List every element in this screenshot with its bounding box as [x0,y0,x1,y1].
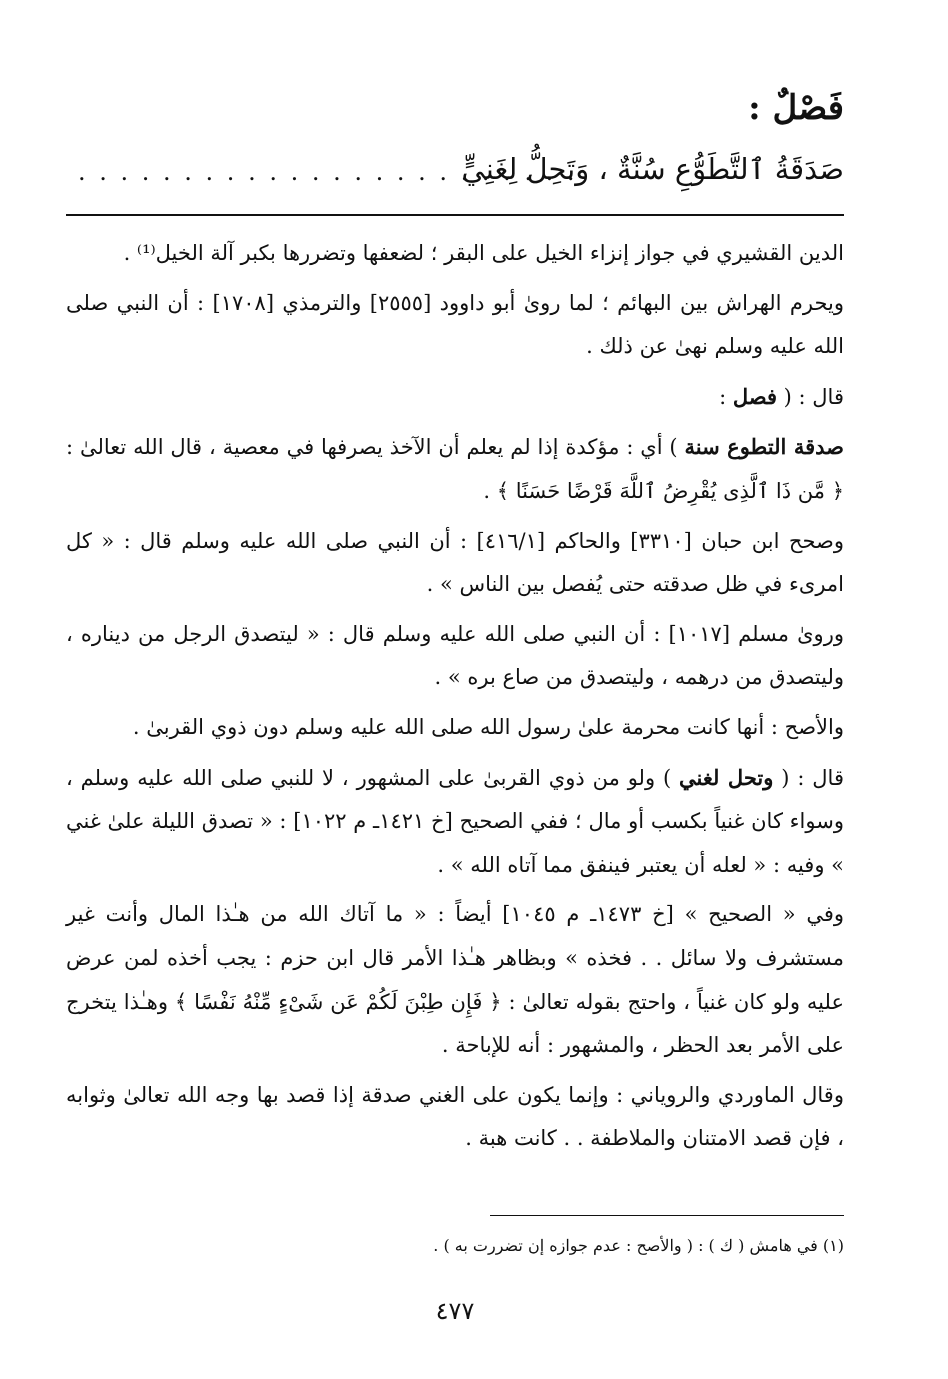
section-title: فَصْلٌ : [748,88,844,128]
paragraph-8-text: ) ولو من ذوي القربىٰ على المشهور ، لا للنبي صلى الله عليه وسلم ، وسواء كان غنياً بكسب أو مال ؛ ففي الصحيح [خ ١٤٢١ـ م ١٠٢٢] : « تصدق الليلة علىٰ غني » وفيه : « لعله أن يعتبر فينفق مما آتاه الله » . [66,765,844,877]
paragraph-3-prefix: قال : ( [777,384,844,409]
paragraph-3 [66,375,844,420]
book-page [66,0,844,1379]
paragraph-4-text: ) أي : مؤكدة إذا لم يعلم أن الآخذ يصرفها في معصية ، قال الله تعالىٰ : ﴿ مَّن ذَا ٱلَّذِى يُقْرِضُ ٱللَّهَ قَرْضًا حَسَنًا ﴾ . [66,435,844,503]
footnote-rule [490,1215,844,1216]
paragraph-10: وقال الماوردي والروياني : وإنما يكون على الغني صدقة إذا قصد بها وجه الله تعالىٰ وثوابه ، فإن قصد الامتنان والملاطفة . . كانت هبة . [66,1082,844,1151]
section-subtitle-row [66,152,844,192]
paragraph-8 [66,756,844,888]
page-number: ٤٧٧ [435,1297,475,1325]
dotted-leader: . . . . . . . . . . . . . . . . . . . . . . . . [78,158,578,186]
paragraph-7: والأصح : أنها كانت محرمة علىٰ رسول الله صلى الله عليه وسلم دون ذوي القربىٰ . [132,714,844,739]
paragraph-9: وفي « الصحيح » [خ ١٤٧٣ـ م ١٠٤٥] أيضاً : « ما آتاك الله من هـٰذا المال وأنت غير مستشرف ولا سائل . . فخذه » وبظاهر هـٰذا الأمر قال ابن حزم : يجب أخذه لمن عرض عليه ولو كان غنياً ، واحتج بقوله تعالىٰ : ﴿ فَإِن طِبْنَ لَكُمْ عَن شَىْءٍ مِّنْهُ نَفْسًا ﴾ وهـٰذا يتخرج على الأمر بعد الحظر ، والمشهور : أنه للإباحة . [66,902,845,1058]
paragraph-6: وروىٰ مسلم [١٠١٧] : أن النبي صلى الله عليه وسلم قال : « ليتصدق الرجل من ديناره ، وليتصدق من درهمه ، وليتصدق من صاع بره » . [66,621,844,690]
paragraph-8-prefix: قال : ( [773,765,844,790]
paragraph-1: الدين القشيري في جواز إنزاء الخيل على البقر ؛ لضعفها وتضررها بكبر آلة الخيل⁽¹⁾ . [123,241,844,265]
paragraph-3-suffix: : [719,384,733,409]
paragraph-4-bold: صدقة التطوع سنة [684,434,845,460]
paragraph-2: ويحرم الهراش بين البهائم ؛ لما روىٰ أبو داوود [٢٥٥٥] والترمذي [١٧٠٨] : أن النبي صلى الله عليه وسلم نهىٰ عن ذلك . [66,290,845,359]
footnote: (١) في هامش ( ك ) : ( والأصح : عدم جوازه إن تضررت به ) . [433,1236,844,1255]
paragraph-3-bold: فصل [732,383,777,409]
section-subtitle: صَدَقَةُ ٱلتَّطَوُّعِ سُنَّةٌ ، وَتَحِلُّ لِغَنِيٍّ [461,152,844,186]
main-text [66,232,844,1167]
paragraph-5: وصحح ابن حبان [٣٣١٠] والحاكم [٤١٦/١] : أن النبي صلى الله عليه وسلم قال : « كل امرىء في ظل صدقته حتى يُفصل بين الناس » . [66,528,844,597]
header-rule [66,214,844,216]
paragraph-4 [66,425,844,513]
paragraph-8-bold: وتحل لغني [679,764,774,790]
